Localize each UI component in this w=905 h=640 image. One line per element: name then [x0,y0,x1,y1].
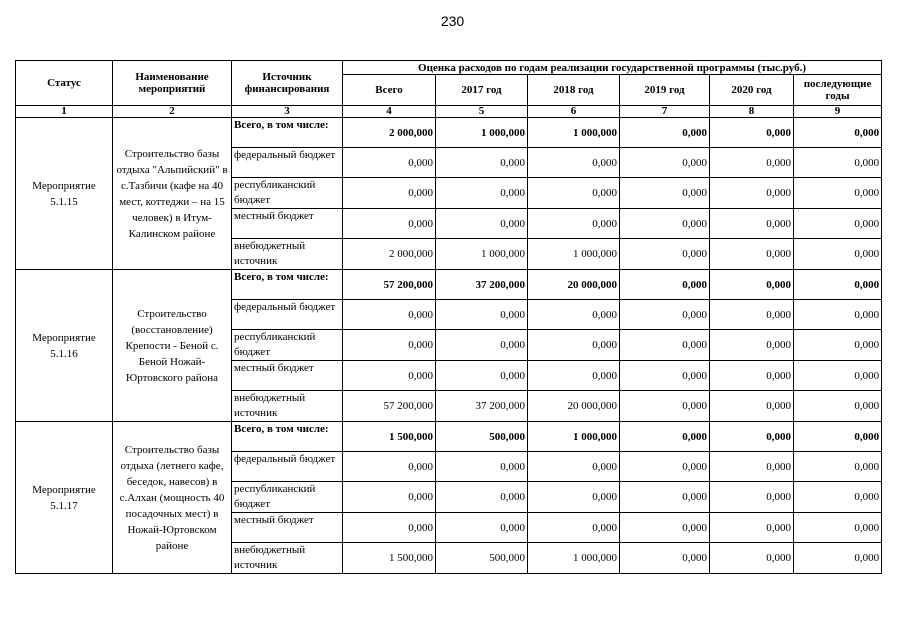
amount-cell: 0,000 [343,482,436,513]
amount-cell: 0,000 [794,118,882,148]
header-year: 2020 год [710,75,794,106]
amount-cell: 2 000,000 [343,239,436,270]
column-number: 5 [436,106,528,118]
amount-cell: 37 200,000 [436,391,528,422]
amount-cell: 0,000 [794,422,882,452]
amount-cell: 0,000 [794,482,882,513]
funding-source: местный бюджет [232,361,343,391]
amount-cell: 0,000 [528,482,620,513]
budget-table [15,60,882,574]
amount-cell: 0,000 [620,391,710,422]
measure-status: Мероприятие 5.1.17 [16,422,113,574]
funding-source: федеральный бюджет [232,300,343,330]
amount-cell: 0,000 [710,239,794,270]
amount-cell: 0,000 [343,148,436,178]
funding-source: внебюджетный источник [232,391,343,422]
amount-cell: 500,000 [436,422,528,452]
amount-cell: 0,000 [343,330,436,361]
amount-cell: 0,000 [794,330,882,361]
column-number: 3 [232,106,343,118]
funding-source: Всего, в том числе: [232,422,343,452]
amount-cell: 0,000 [710,300,794,330]
amount-cell: 500,000 [436,543,528,574]
measure-name: Строительство (восстановление) Крепости - Беной с. Беной Ножай- Юртовского района [113,270,232,422]
amount-cell: 0,000 [620,178,710,209]
amount-cell: 0,000 [620,148,710,178]
amount-cell: 0,000 [528,361,620,391]
amount-cell: 0,000 [436,148,528,178]
amount-cell: 0,000 [710,148,794,178]
amount-cell: 0,000 [794,543,882,574]
amount-cell: 0,000 [794,209,882,239]
funding-source: внебюджетный источник [232,239,343,270]
funding-source: республиканский бюджет [232,482,343,513]
header-name: Наименование мероприятий [113,61,232,106]
table-row-total [16,422,882,452]
amount-cell: 0,000 [794,300,882,330]
header-status: Статус [16,61,113,106]
amount-cell: 0,000 [710,209,794,239]
amount-cell: 0,000 [710,330,794,361]
amount-cell: 20 000,000 [528,270,620,300]
amount-cell: 0,000 [528,330,620,361]
amount-cell: 1 000,000 [436,239,528,270]
amount-cell: 0,000 [794,178,882,209]
amount-cell: 1 000,000 [528,543,620,574]
measure-name: Строительство базы отдыха "Альпийский" в с.Тазбичи (кафе на 40 мест, коттеджи – на 15 человек) в Итум-Калинском районе [113,118,232,270]
table-row-total [16,118,882,148]
column-number: 4 [343,106,436,118]
amount-cell: 0,000 [343,513,436,543]
amount-cell: 1 000,000 [528,118,620,148]
measure-status: Мероприятие 5.1.16 [16,270,113,422]
column-number: 6 [528,106,620,118]
column-number: 7 [620,106,710,118]
column-number: 2 [113,106,232,118]
amount-cell: 0,000 [794,513,882,543]
amount-cell: 0,000 [620,422,710,452]
amount-cell: 0,000 [620,118,710,148]
amount-cell: 0,000 [343,300,436,330]
amount-cell: 0,000 [620,330,710,361]
amount-cell: 0,000 [794,391,882,422]
amount-cell: 0,000 [794,239,882,270]
amount-cell: 0,000 [620,239,710,270]
header-year: 2017 год [436,75,528,106]
funding-source: федеральный бюджет [232,452,343,482]
column-number: 1 [16,106,113,118]
header-source: Источник финансирования [232,61,343,106]
funding-source: республиканский бюджет [232,178,343,209]
header-year: Всего [343,75,436,106]
amount-cell: 0,000 [620,482,710,513]
amount-cell: 0,000 [528,513,620,543]
amount-cell: 1 500,000 [343,422,436,452]
amount-cell: 0,000 [710,178,794,209]
funding-source: местный бюджет [232,209,343,239]
table-body [16,118,882,574]
funding-source: Всего, в том числе: [232,118,343,148]
column-number-row [16,106,882,118]
amount-cell: 0,000 [343,452,436,482]
amount-cell: 0,000 [620,209,710,239]
amount-cell: 0,000 [710,361,794,391]
header-year: последующие годы [794,75,882,106]
amount-cell: 0,000 [528,209,620,239]
funding-source: внебюджетный источник [232,543,343,574]
header-estimate: Оценка расходов по годам реализации государственной программы (тыс.руб.) [343,61,882,75]
amount-cell: 0,000 [710,270,794,300]
amount-cell: 0,000 [436,178,528,209]
amount-cell: 0,000 [436,330,528,361]
amount-cell: 1 000,000 [528,422,620,452]
page-number: 230 [440,13,465,29]
amount-cell: 0,000 [528,178,620,209]
amount-cell: 0,000 [343,209,436,239]
funding-source: республиканский бюджет [232,330,343,361]
amount-cell: 1 500,000 [343,543,436,574]
amount-cell: 0,000 [436,300,528,330]
amount-cell: 1 000,000 [528,239,620,270]
amount-cell: 0,000 [620,300,710,330]
amount-cell: 0,000 [710,118,794,148]
amount-cell: 2 000,000 [343,118,436,148]
table-row-total [16,270,882,300]
amount-cell: 0,000 [710,482,794,513]
amount-cell: 0,000 [620,361,710,391]
amount-cell: 0,000 [794,148,882,178]
amount-cell: 0,000 [436,513,528,543]
amount-cell: 0,000 [794,452,882,482]
amount-cell: 0,000 [620,270,710,300]
amount-cell: 0,000 [710,452,794,482]
amount-cell: 0,000 [620,543,710,574]
column-number: 9 [794,106,882,118]
amount-cell: 0,000 [528,148,620,178]
amount-cell: 57 200,000 [343,270,436,300]
amount-cell: 0,000 [343,178,436,209]
amount-cell: 0,000 [620,513,710,543]
amount-cell: 0,000 [710,513,794,543]
amount-cell: 0,000 [710,543,794,574]
header-year: 2019 год [620,75,710,106]
funding-source: федеральный бюджет [232,148,343,178]
amount-cell: 0,000 [710,391,794,422]
amount-cell: 0,000 [710,422,794,452]
amount-cell: 0,000 [794,270,882,300]
amount-cell: 0,000 [794,361,882,391]
amount-cell: 0,000 [620,452,710,482]
amount-cell: 0,000 [436,209,528,239]
amount-cell: 0,000 [528,300,620,330]
amount-cell: 0,000 [436,482,528,513]
amount-cell: 0,000 [343,361,436,391]
amount-cell: 57 200,000 [343,391,436,422]
amount-cell: 37 200,000 [436,270,528,300]
amount-cell: 0,000 [436,361,528,391]
measure-name: Строительство базы отдыха (летнего кафе, беседок, навесов) в с.Алхан (мощность 40 посадочных мест) в Ножай-Юртовском районе [113,422,232,574]
amount-cell: 0,000 [436,452,528,482]
header-row-top [16,61,882,75]
header-year: 2018 год [528,75,620,106]
amount-cell: 1 000,000 [436,118,528,148]
funding-source: местный бюджет [232,513,343,543]
funding-source: Всего, в том числе: [232,270,343,300]
amount-cell: 0,000 [528,452,620,482]
column-number: 8 [710,106,794,118]
amount-cell: 20 000,000 [528,391,620,422]
measure-status: Мероприятие 5.1.15 [16,118,113,270]
